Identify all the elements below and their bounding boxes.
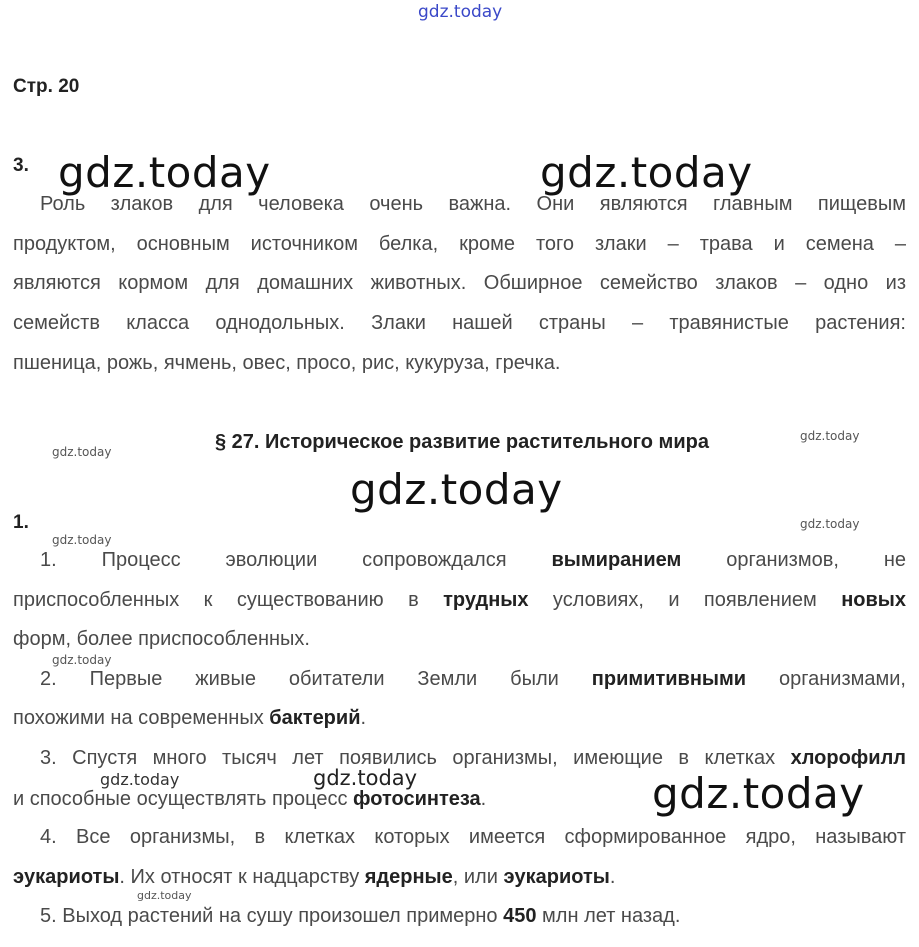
watermark-top: gdz.today xyxy=(418,2,503,22)
item-2-line-1: 2. Первые живые обитатели Земли были примитивными организмами, xyxy=(40,668,906,690)
item-3-line-2: и способные осуществлять процесс фотосинтеза. xyxy=(13,788,487,810)
watermark-big-4: gdz.today xyxy=(652,769,865,818)
item-1-line-2: приспособленных к существованию в трудных условиях, и появлением новых xyxy=(13,589,906,611)
watermark-big-3: gdz.today xyxy=(350,465,563,514)
task-1-number: 1. xyxy=(13,512,29,533)
watermark-small-6: gdz.today xyxy=(100,770,180,789)
task-3-line-3: являются кормом для домашних животных. Обширное семейство злаков – одно из xyxy=(13,272,906,294)
section-title: § 27. Историческое развитие растительного мира xyxy=(215,431,709,453)
watermark-small-7: gdz.today xyxy=(137,889,192,902)
item-1-line-1: 1. Процесс эволюции сопровождался вымиранием организмов, не xyxy=(40,549,906,571)
item-4-line-1: 4. Все организмы, в клетках которых имеется сформированное ядро, называют xyxy=(40,826,906,848)
task-3-line-1: Роль злаков для человека очень важна. Они являются главным пищевым xyxy=(40,193,906,215)
watermark-small-2: gdz.today xyxy=(800,429,860,443)
task-3-line-5: пшеница, рожь, ячмень, овес, просо, рис, кукуруза, гречка. xyxy=(13,352,561,374)
task-3-line-4: семейств класса однодольных. Злаки нашей страны – травянистые растения: xyxy=(13,312,906,334)
watermark-small-1: gdz.today xyxy=(52,445,112,459)
watermark-small-4: gdz.today xyxy=(800,517,860,531)
task-3-line-2: продуктом, основным источником белка, кроме того злаки – трава и семена – xyxy=(13,233,906,255)
watermark-small-5: gdz.today xyxy=(52,653,112,667)
item-5-line-1: 5. Выход растений на сушу произошел примерно 450 млн лет назад. xyxy=(40,905,681,927)
page-header: Стр. 20 xyxy=(13,76,80,97)
task-3-number: 3. xyxy=(13,155,29,176)
watermark-mid-1: gdz.today xyxy=(313,766,418,790)
item-3-line-1: 3. Спустя много тысяч лет появились организмы, имеющие в клетках хлорофилл xyxy=(40,747,906,769)
item-2-line-2: похожими на современных бактерий. xyxy=(13,707,367,729)
item-4-line-2: эукариоты. Их относят к надцарству ядерные, или эукариоты. xyxy=(13,866,616,888)
watermark-small-3: gdz.today xyxy=(52,533,112,547)
item-1-line-3: форм, более приспособленных. xyxy=(13,628,310,650)
watermark-big-2: gdz.today xyxy=(540,148,753,197)
watermark-big-1: gdz.today xyxy=(58,148,271,197)
